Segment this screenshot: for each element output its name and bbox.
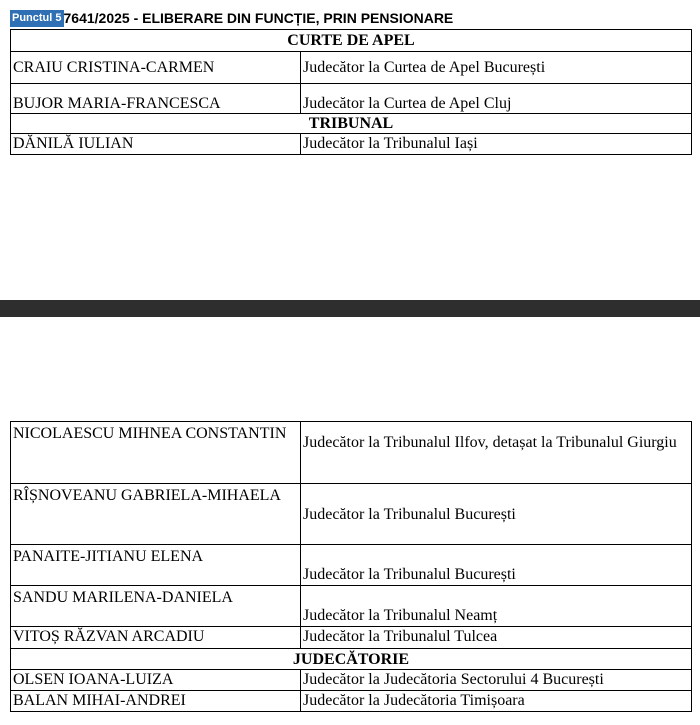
section-title-tribunal: TRIBUNAL: [11, 114, 692, 134]
judge-position: Judecător la Tribunalul Ilfov, detașat la Tribunalul Giurgiu: [301, 422, 692, 484]
judge-name: VITOȘ RĂZVAN ARCADIU: [11, 627, 301, 649]
table-row: [11, 134, 692, 155]
retirement-table-page-2: [10, 421, 692, 712]
judge-name: OLSEN IOANA-LUIZA: [11, 670, 301, 691]
table-row: [11, 691, 692, 712]
table-row: [11, 52, 692, 84]
judge-position: Judecător la Tribunalul Tulcea: [301, 627, 692, 649]
document-header: [10, 8, 453, 28]
table-row: [11, 84, 692, 114]
judge-position: Judecător la Judecătoria Sectorului 4 București: [301, 670, 692, 691]
judge-position: Judecător la Tribunalul Neamț: [301, 586, 692, 627]
judge-position: Judecător la Tribunalul București: [301, 545, 692, 586]
judge-name: BALAN MIHAI-ANDREI: [11, 691, 301, 712]
judge-position: Judecător la Curtea de Apel București: [301, 52, 692, 84]
judge-name: DĂNILĂ IULIAN: [11, 134, 301, 155]
page-break-band: [0, 300, 700, 317]
table-row: [11, 545, 692, 586]
judge-name: NICOLAESCU MIHNEA CONSTANTIN: [11, 422, 301, 484]
judge-position: Judecător la Curtea de Apel Cluj: [301, 84, 692, 114]
table-row: [11, 586, 692, 627]
document-title: 7641/2025 - ELIBERARE DIN FUNCȚIE, PRIN PENSIONARE: [63, 10, 454, 26]
judge-name: BUJOR MARIA-FRANCESCA: [11, 84, 301, 114]
judge-name: PANAITE-JITIANU ELENA: [11, 545, 301, 586]
section-title-curte-de-apel: CURTE DE APEL: [11, 30, 692, 52]
section-badge: Punctul 5: [10, 10, 64, 27]
judge-name: SANDU MARILENA-DANIELA: [11, 586, 301, 627]
table-row: [11, 627, 692, 649]
table-row: [11, 670, 692, 691]
judge-position: Judecător la Judecătoria Timișoara: [301, 691, 692, 712]
section-title-judecatorie: JUDECĂTORIE: [11, 649, 692, 670]
section-header-row: [11, 30, 692, 52]
section-header-row: [11, 114, 692, 134]
retirement-table-page-1: [10, 29, 692, 155]
judge-name: RÎȘNOVEANU GABRIELA-MIHAELA: [11, 484, 301, 545]
judge-position: Judecător la Tribunalul București: [301, 484, 692, 545]
table-row: [11, 422, 692, 484]
judge-name: CRAIU CRISTINA-CARMEN: [11, 52, 301, 84]
table-row: [11, 484, 692, 545]
section-header-row: [11, 649, 692, 670]
judge-position: Judecător la Tribunalul Iași: [301, 134, 692, 155]
